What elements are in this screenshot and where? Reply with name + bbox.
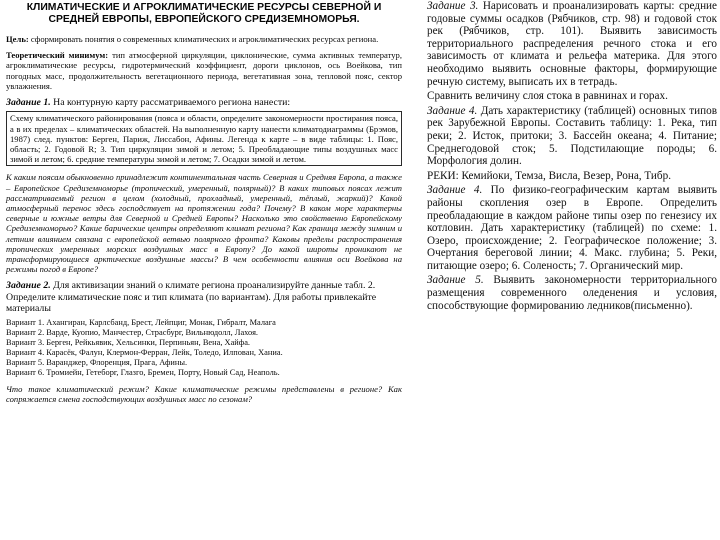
task2-text: Для активизации знаний о климате региона проанализируйте данные табл. 2. Определите климатические пояс и тип климата (по вариантам). Для работы привлекайте материалы (6, 280, 377, 315)
variant-item: Вариант 2. Варде, Куопио, Манчестер, Страсбург, Вильнюдолл, Лахоя. (6, 327, 259, 337)
final-question: Что такое климатический режим? Какие климатические режимы представлены в регионе? Как сопряжается смена господствующих воздушных масс по сезонам? (6, 383, 402, 404)
variant-item: Вариант 1. Ахангиран, Карлсбанд, Брест, Лейпциг, Монак, Гибралт, Малага (6, 317, 276, 327)
theory-label: Теоретический минимум: (6, 50, 109, 61)
task1-text: На контурную карту рассматриваемого региона нанести: (53, 97, 291, 109)
task4-lakes-paragraph (427, 184, 717, 272)
variant-item: Вариант 4. Карасёк, Фалун, Клермон-Ферран, Лейк, Толедо, Илпован, Ханиа. (6, 347, 283, 357)
task3-paragraph (427, 0, 717, 88)
task4a-label: Задание 4. (427, 104, 478, 117)
task4b-text: По физико-географическим картам выявить районы скопления озер в Европе. Определить преобладающие в каждом районе типы озер по генезису их котловин. Дать характеристику (таблицей) по схеме: 1. Озеро, происхождение; 2. Географическое положение; 3. Очертания береговой линии; 4. Макс. глубина; 5. Реки, питающие озеро; 6. Соленость; 7. Органический мир. (427, 184, 717, 272)
theory-text: тип атмосферной циркуляции, циклонические, сумма активных температур, агроклиматические ресурсы, гидротермический коэффициент, дороги циклонов, ось Воейкова, тип погодных масс, продолжительность вегетационного периода, вегетативная зона, тепловой пояс, сектор увлажнения. (6, 50, 402, 91)
text-column (427, 0, 717, 540)
task3-label: Задание 3. (427, 0, 479, 12)
variant-item: Вариант 5. Варанджер, Флоренция, Прага, Афины. (6, 357, 188, 367)
task2-heading (6, 280, 402, 314)
variants-list (6, 318, 402, 378)
theory-section (6, 50, 402, 91)
task5-text: Выявить закономерности территориального размещения современного оледенения и условия, способствующие формированию ледников(письменно). (427, 274, 717, 312)
task2-label: Задание 2. (6, 280, 51, 292)
questions-block: К каким поясам обыкновенно принадлежит континентальная часть Северная и Средняя Европа, а также – Европейское Средиземноморье (тропический, умеренный, полярный)? В каких типовых поясах лежит рассматриваемый регион в целом (холодный, прохладный, умеренный, тёплый, жаркий)? Какой атмосферный перенос здесь господствует на протяжении года? Почему? В каком море характерны северные и южные ветры для Северной и Средней Европы? Насколько это свойственно Европейскому Средиземноморью? Какие барические центры определяют климат региона? Как граница между зимним и летним влиянием связана с европейской ветвью полярного фронта? Каковы пределы распространения тропических умеренных морских воздушных масс в Европу? До какой широты проникают не трансформирующиеся арктические воздушные массы? В чем особенности влияния оси Воейкова на режимы погод в Европе? (6, 172, 402, 275)
task1-heading (6, 97, 402, 108)
task4a-text: Дать характеристику (таблицей) основных типов рек Зарубежной Европы. Составить таблицу: 1. Река, тип реки; 2. Исток, притоки; 3. Бассейн океана; 4. Питание; Среднегодовой сток; 5. Подстилающие породы; 6. Морфология долин. (427, 104, 717, 168)
variant-item: Вариант 6. Тромиейн, Гетеборг, Глазго, Бремен, Порту, Новый Сад, Неаполь. (6, 367, 280, 377)
task3-text: Нарисовать и проанализировать карты: средние годовые суммы осадков (Рябчиков, стр. 98) и годовой сток рек (Рябчиков, стр. 101). Выявить зависимость территориального распределения речного стока и его зависимость от климата и рельефа материка. Для этого необходимо выявить основные факторы, формирующие речную систему, выписать их в тетрадь. (427, 0, 717, 88)
task5-label: Задание 5. (427, 274, 484, 287)
task4-rivers-paragraph (427, 105, 717, 168)
variant-item: Вариант 3. Берген, Рейкьявик, Хельсинки, Перпиньян, Вена, Хайфа. (6, 337, 251, 347)
goal-text: сформировать понятия о современных климатических и агроклиматических ресурсах региона. (30, 34, 379, 44)
task4b-label: Задание 4. (427, 184, 483, 197)
goal-section (6, 34, 402, 44)
compare-paragraph: Сравнить величину слоя стока в равнинах и горах. (427, 90, 668, 103)
goal-label: Цель: (6, 34, 29, 44)
page-title: КЛИМАТИЧЕСКИЕ И АГРОКЛИМАТИЧЕСКИЕ РЕСУРСЫ СЕВЕРНОЙ И СРЕДНЕЙ ЕВРОПЫ, ЕВРОПЕЙСКОГО СРЕДИЗЕМНОМОРЬЯ. (26, 2, 382, 25)
task1-label: Задание 1. (6, 97, 51, 109)
rivers-list: РЕКИ: Кемийоки, Темза, Висла, Везер, Рона, Тибр. (427, 169, 671, 182)
task1-box: Схему климатического районирования (пояса и области, определите закономерности простирания пояса, а в их пределах – климатических областей. На выполненную карту нанести климатодиаграммы (Брэмов, 1987) след. пунктов: Берген, Париж, Лиссабон, Афины. Легенда к карте – в виде таблицы: 1. Пояс, область; 2. Годовой R; 3. Тип циркуляции зимой и летом; 5. Преобладающие типы воздушных масс зимой и летом; 6. средние температуры зимой и летом; 7. Осадки зимой и летом. (6, 111, 402, 166)
task5-paragraph (427, 274, 717, 312)
